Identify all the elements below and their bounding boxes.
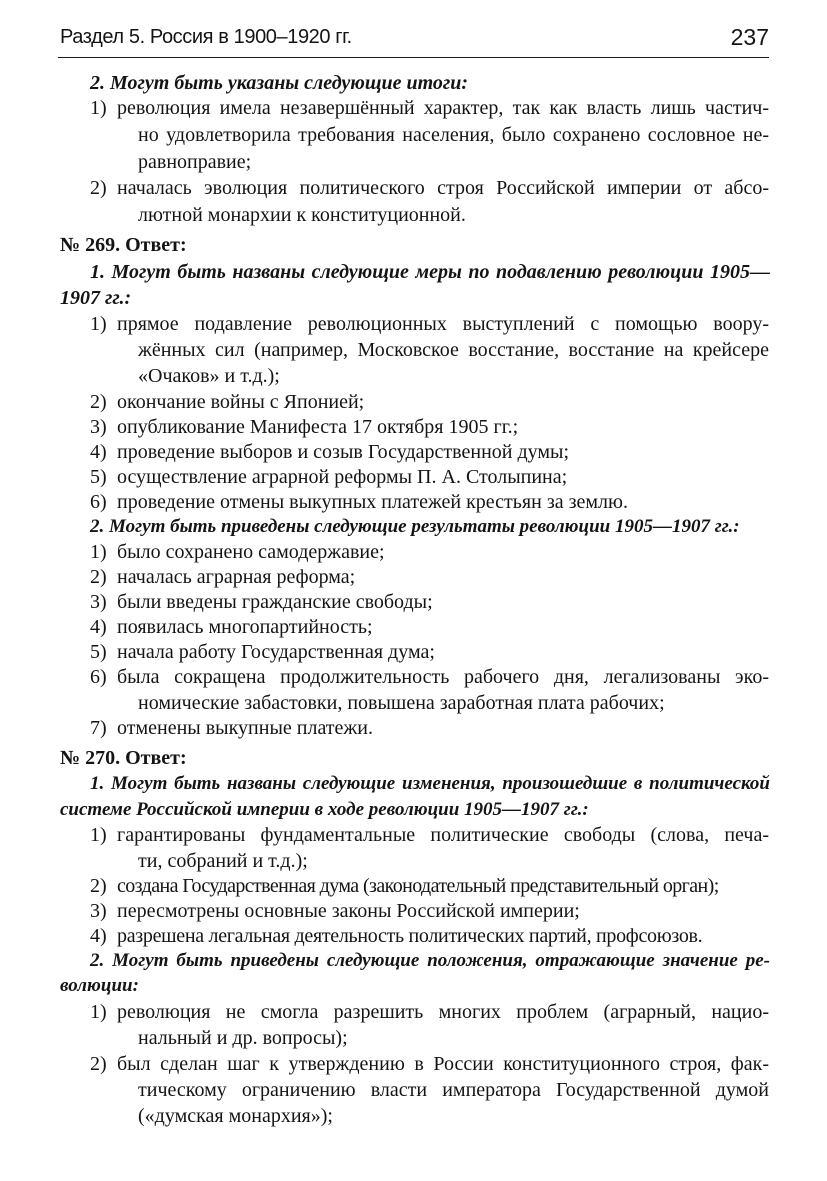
- list-item-line: создана Государственная дума (законодательный представительный орган);: [117, 875, 719, 897]
- subheading-significance: 2. Могут быть приведены следующие положения, отражающие значение ре-: [90, 950, 770, 971]
- list-item-line: началась аграрная реформа;: [117, 566, 356, 588]
- list-item-line: были введены гражданские свободы;: [117, 591, 433, 613]
- subheading-changes: 1. Могут быть названы следующие изменения, произошедшие в политической: [90, 773, 770, 794]
- list-item-line: «Очаков» и т.д.);: [138, 365, 280, 387]
- list-item-line: окончание войны с Японией;: [117, 391, 365, 413]
- list-number: 6): [90, 666, 107, 688]
- subheading-measures: 1. Могут быть названы следующие меры по подавлению революции 1905—: [90, 261, 770, 283]
- list-item-line: опубликование Манифеста 17 октября 1905 гг.;: [117, 416, 519, 438]
- list-item-line: было сохранено самодержавие;: [117, 541, 385, 563]
- list-item-line: прямое подавление революционных выступлений с помощью воору-: [117, 313, 769, 335]
- header-rule: [58, 57, 769, 58]
- list-item-line: но удовлетворила требования населения, было сохранено сословное не-: [138, 124, 769, 146]
- list-number: 4): [90, 925, 107, 947]
- list-item-line: проведение отмены выкупных платежей крестьян за землю.: [117, 491, 628, 513]
- list-number: 2): [90, 1053, 107, 1075]
- list-item-line: тическому ограничению власти императора Государственной думой: [138, 1079, 769, 1101]
- subheading-significance-cont: волюции:: [60, 975, 139, 996]
- list-item-line: осуществление аграрной реформы П. А. Столыпина;: [117, 466, 568, 488]
- list-number: 1): [90, 824, 107, 846]
- list-number: 2): [90, 875, 107, 897]
- list-number: 1): [90, 1001, 107, 1023]
- list-item-line: была сокращена продолжительность рабочего дня, легализованы эко-: [117, 666, 769, 688]
- list-item-line: революция не смогла разрешить многих проблем (аграрный, нацио-: [117, 1001, 769, 1023]
- list-number: 2): [90, 177, 107, 199]
- page-number: 237: [730, 24, 769, 50]
- subheading-results: 2. Могут быть указаны следующие итоги:: [90, 72, 469, 94]
- list-item-line: разрешена легальная деятельность политических партий, профсоюзов.: [117, 925, 703, 947]
- list-item-line: начала работу Государственная дума;: [117, 641, 435, 663]
- list-number: 7): [90, 717, 107, 739]
- list-item-line: лютной монархии к конституционной.: [138, 204, 466, 226]
- list-number: 1): [90, 97, 107, 119]
- list-item-line: жённых сил (например, Московское восстание, восстание на крейсере: [138, 339, 769, 361]
- list-number: 3): [90, 591, 107, 613]
- list-item-line: («думская монархия»);: [138, 1105, 333, 1127]
- list-number: 3): [90, 416, 107, 438]
- list-item-line: отменены выкупные платежи.: [117, 717, 373, 739]
- list-item-line: равноправие;: [138, 151, 252, 173]
- list-item-line: появилась многопартийность;: [117, 616, 373, 638]
- list-item-line: нальный и др. вопросы);: [138, 1027, 348, 1049]
- subheading-outcomes: 2. Могут быть приведены следующие результаты революции 1905—1907 гг.:: [90, 516, 740, 537]
- list-number: 4): [90, 616, 107, 638]
- subheading-measures-cont: 1907 гг.:: [60, 287, 132, 309]
- list-number: 5): [90, 641, 107, 663]
- list-number: 2): [90, 566, 107, 588]
- list-item-line: началась эволюция политического строя Российской империи от абсо-: [117, 177, 769, 199]
- list-item-line: ти, собраний и т.д.);: [138, 850, 308, 872]
- list-number: 4): [90, 441, 107, 463]
- answer-title-270: № 270. Ответ:: [60, 747, 187, 769]
- list-item-line: был сделан шаг к утверждению в России конституционного строя, фак-: [117, 1053, 769, 1075]
- list-number: 2): [90, 391, 107, 413]
- list-number: 5): [90, 466, 107, 488]
- list-number: 3): [90, 900, 107, 922]
- subheading-changes-cont: системе Российской империи в ходе революции 1905—1907 гг.:: [60, 799, 589, 820]
- list-number: 1): [90, 313, 107, 335]
- answer-title-269: № 269. Ответ:: [60, 234, 187, 256]
- section-title: Раздел 5. Россия в 1900–1920 гг.: [60, 26, 352, 48]
- list-item-line: революция имела незавершённый характер, так как власть лишь частич-: [117, 97, 769, 119]
- list-number: 1): [90, 541, 107, 563]
- list-item-line: пересмотрены основные законы Российской империи;: [117, 900, 580, 922]
- running-header: [60, 24, 769, 56]
- list-item-line: гарантированы фундаментальные политические свободы (слова, печа-: [117, 824, 769, 846]
- list-number: 6): [90, 491, 107, 513]
- list-item-line: проведение выборов и созыв Государственной думы;: [117, 441, 570, 463]
- list-item-line: номические забастовки, повышена заработная плата рабочих;: [138, 692, 665, 714]
